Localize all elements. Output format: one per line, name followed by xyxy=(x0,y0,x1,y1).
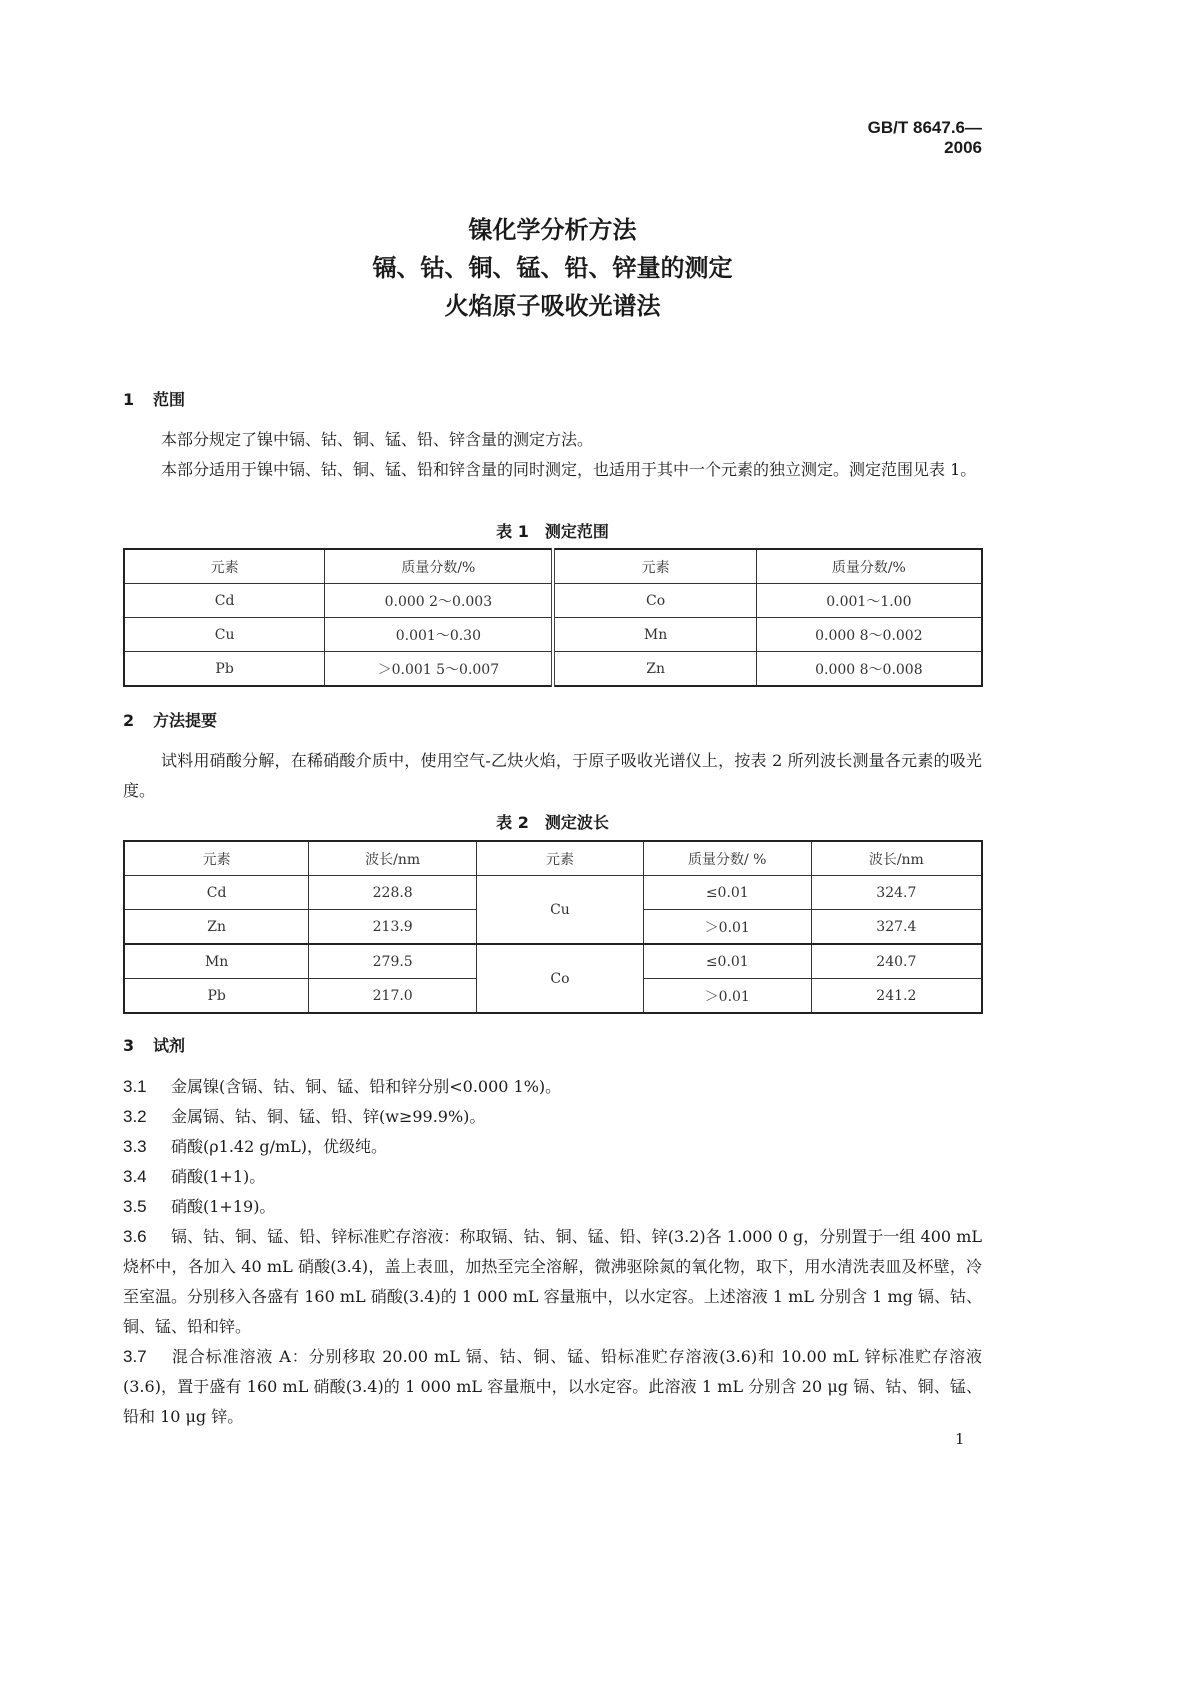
header-cell: 质量分数/ % xyxy=(643,841,811,876)
cell: Cd xyxy=(124,584,325,618)
cell: ≤0.01 xyxy=(643,876,811,910)
paragraph: 试料用硝酸分解，在稀硝酸介质中，使用空气-乙炔火焰，于原子吸收光谱仪上，按表 2 所列波长测量各元素的吸光度。 xyxy=(123,751,982,800)
cell: Mn xyxy=(124,944,309,979)
cell: 327.4 xyxy=(811,910,982,945)
cell: ＞0.01 xyxy=(643,910,811,945)
table-row xyxy=(124,652,982,687)
reagent-item xyxy=(123,1072,982,1102)
reagent-item xyxy=(123,1102,982,1132)
paragraph: 本部分规定了镍中镉、钴、铜、锰、铅、锌含量的测定方法。 xyxy=(161,430,594,449)
table-header-row xyxy=(124,549,982,584)
table-row xyxy=(124,944,982,979)
table2-caption: 表 2 测定波长 xyxy=(496,813,609,832)
cell: 324.7 xyxy=(811,876,982,910)
item-text: 镉、钴、铜、锰、铅、锌标准贮存溶液：称取镉、钴、铜、锰、铅、锌(3.2)各 1.000 0 g，分别置于一组 400 mL 烧杯中，各加入 40 mL 硝酸(3.4)，盖上表皿，加热至完全溶解，微沸驱除氮的氧化物，取下，用水清洗表皿及杯壁，冷至室温。分别移入各盛有 160 mL 硝酸(3.4)的 1 000 mL 容量瓶中，以水定容。上述溶液 1 mL 分别含 1 mg 镉、钴、铜、锰、铅和锌。 xyxy=(123,1227,982,1336)
header-cell: 质量分数/% xyxy=(756,549,982,584)
cell: 279.5 xyxy=(309,944,477,979)
item-number: 3.5 xyxy=(123,1197,147,1216)
cell: Co xyxy=(553,584,756,618)
section-heading-2 xyxy=(123,708,217,731)
header-cell: 元素 xyxy=(124,841,309,876)
table-2 xyxy=(123,840,983,1014)
reagent-item xyxy=(123,1342,982,1432)
cell: ＞0.01 xyxy=(643,979,811,1014)
cell: ＞0.001 5～0.007 xyxy=(325,652,554,687)
header-cell: 波长/nm xyxy=(811,841,982,876)
cell: 0.001～0.30 xyxy=(325,618,554,652)
cell: Zn xyxy=(124,910,309,945)
cell: 217.0 xyxy=(309,979,477,1014)
table-row xyxy=(124,876,982,910)
cell: Co xyxy=(477,944,644,1013)
item-number: 3.6 xyxy=(123,1227,147,1246)
cell: 0.001～1.00 xyxy=(756,584,982,618)
cell: 228.8 xyxy=(309,876,477,910)
section-heading-1 xyxy=(123,387,185,410)
item-text: 硝酸(1+1)。 xyxy=(171,1167,266,1186)
page-number: 1 xyxy=(955,1430,965,1448)
header-cell: 元素 xyxy=(124,549,325,584)
cell: Cu xyxy=(477,876,644,945)
reagent-item xyxy=(123,1222,982,1342)
header-cell: 波长/nm xyxy=(309,841,477,876)
paragraph: 本部分适用于镍中镉、钴、铜、锰、铅和锌含量的同时测定，也适用于其中一个元素的独立测定。测定范围见表 1。 xyxy=(161,460,977,479)
document-title xyxy=(123,211,982,325)
reagent-item xyxy=(123,1192,982,1222)
cell: ≤0.01 xyxy=(643,944,811,979)
cell: Zn xyxy=(553,652,756,687)
standard-number: GB/T 8647.6—2006 xyxy=(867,118,982,157)
section-number: 2 xyxy=(123,711,135,730)
cell: Cu xyxy=(124,618,325,652)
cell: 213.9 xyxy=(309,910,477,945)
table-header-row xyxy=(124,841,982,876)
reagent-item xyxy=(123,1132,982,1162)
cell: Cd xyxy=(124,876,309,910)
cell: Mn xyxy=(553,618,756,652)
cell: 0.000 2～0.003 xyxy=(325,584,554,618)
reagent-item xyxy=(123,1162,982,1192)
item-text: 金属镉、钴、铜、锰、铅、锌(w≥99.9%)。 xyxy=(171,1107,486,1126)
item-text: 硝酸(ρ1.42 g/mL)，优级纯。 xyxy=(171,1137,388,1156)
section-number: 1 xyxy=(123,390,135,409)
cell: 240.7 xyxy=(811,944,982,979)
cell: 0.000 8～0.002 xyxy=(756,618,982,652)
cell: Pb xyxy=(124,652,325,687)
item-text: 混合标准溶液 A：分别移取 20.00 mL 镉、钴、铜、锰、铅标准贮存溶液(3.6)和 10.00 mL 锌标准贮存溶液(3.6)，置于盛有 160 mL 硝酸(3.4)的 1 000 mL 容量瓶中，以水定容。此溶液 1 mL 分别含 20 μg 镉、钴、铜、锰、铅和 10 μg 锌。 xyxy=(123,1347,982,1426)
table1-caption: 表 1 测定范围 xyxy=(496,522,609,541)
cell: Pb xyxy=(124,979,309,1014)
item-number: 3.3 xyxy=(123,1137,147,1156)
cell: 241.2 xyxy=(811,979,982,1014)
item-number: 3.2 xyxy=(123,1107,147,1126)
header-cell: 元素 xyxy=(477,841,644,876)
section-heading-3 xyxy=(123,1033,185,1056)
section-number: 3 xyxy=(123,1036,135,1055)
table-row xyxy=(124,618,982,652)
section-title: 范围 xyxy=(153,390,186,409)
header-cell: 质量分数/% xyxy=(325,549,554,584)
section-title: 方法提要 xyxy=(153,711,218,730)
item-number: 3.4 xyxy=(123,1167,147,1186)
title-line: 镍化学分析方法 xyxy=(468,216,637,244)
section-title: 试剂 xyxy=(153,1036,186,1055)
item-number: 3.7 xyxy=(123,1347,147,1366)
reagent-list xyxy=(123,1072,982,1432)
header-cell: 元素 xyxy=(553,549,756,584)
table-1 xyxy=(123,548,983,687)
item-number: 3.1 xyxy=(123,1077,147,1096)
item-text: 金属镍(含镉、钴、铜、锰、铅和锌分别<0.000 1%)。 xyxy=(171,1077,562,1096)
title-line: 火焰原子吸收光谱法 xyxy=(444,292,661,320)
cell: 0.000 8～0.008 xyxy=(756,652,982,687)
title-line: 镉、钴、铜、锰、铅、锌量的测定 xyxy=(372,254,733,282)
table-row xyxy=(124,584,982,618)
item-text: 硝酸(1+19)。 xyxy=(171,1197,276,1216)
